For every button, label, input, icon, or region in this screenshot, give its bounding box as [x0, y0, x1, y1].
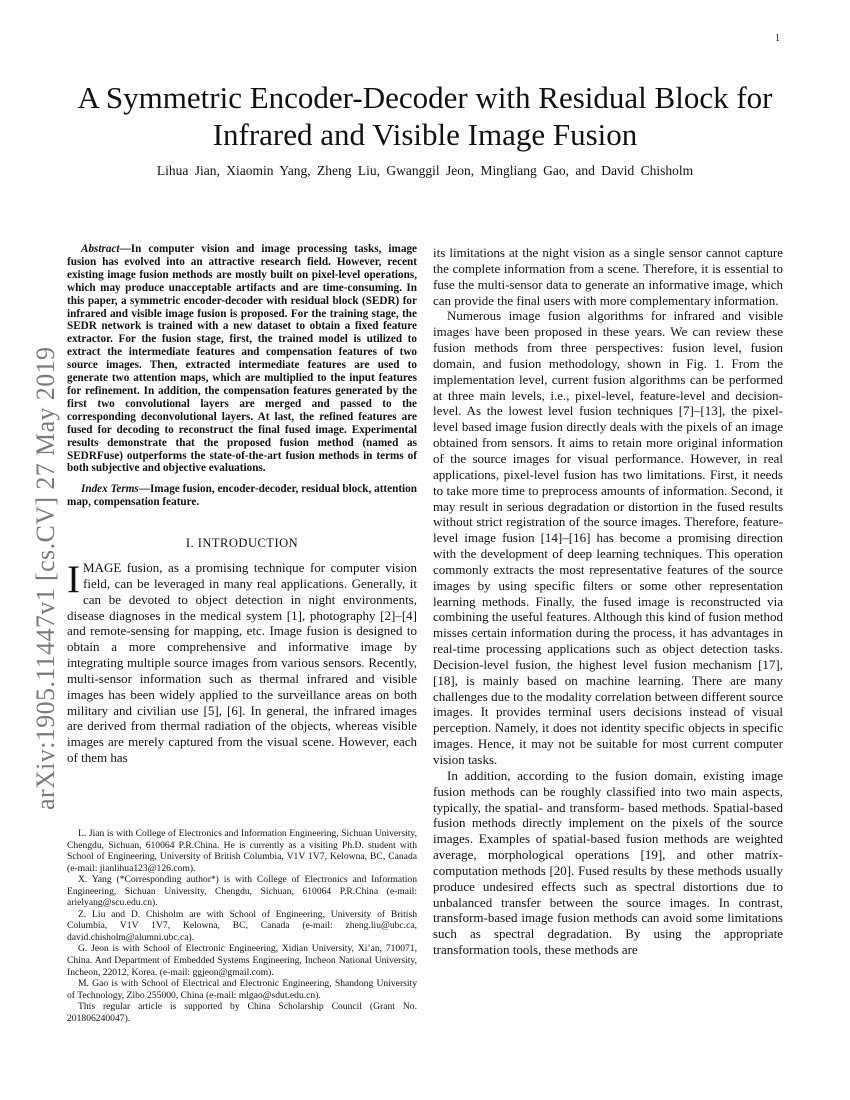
footnote: M. Gao is with School of Electrical and Electronic Engineering, Shandong University of Technology, Zibo 255000, China (e-mail: mlgao@sdut.edu.cn). [67, 978, 417, 1001]
body-paragraph: In addition, according to the fusion domain, existing image fusion methods can be roughly classified into two main aspects, typically, the spatial- and transform- based methods. Spatial-based fusion methods directly implement on the pixels of the source images. Examples of spatial-based fusion methods are weighted average, morphological operations [19], and other matrix-computation methods [20]. Fused results by these methods usually produce undesired effects such as spectral distortions due to unbalanced transfer between the source images. In contrast, transform-based image fusion methods can avoid some limitations such as spectral degradation. By using the appropriate transformation tools, these methods are [433, 767, 783, 958]
author-footnotes [67, 828, 417, 1024]
paper-title: A Symmetric Encoder-Decoder with Residual Block for Infrared and Visible Image Fusion [77, 80, 773, 152]
index-terms-text: —Image fusion, encoder-decoder, residual block, attention map, compensation feature. [67, 483, 417, 509]
dropcap: I [67, 557, 80, 601]
index-terms [67, 483, 417, 509]
footnote: Z. Liu and D. Chisholm are with School of Engineering, University of British Columbia, V1V 1V7, Kelowna, BC, Canada (e-mail: zheng.liu@ubc.ca, david.chisholm@alumni.ubc.ca). [67, 908, 417, 943]
abstract-lead: Abstract [81, 243, 120, 255]
left-column [67, 243, 417, 766]
intro-paragraph [67, 557, 417, 766]
footnote: This regular article is supported by China Scholarship Council (Grant No. 201806240047). [67, 1001, 417, 1024]
page-number: 1 [775, 33, 780, 44]
section-heading-introduction: I. INTRODUCTION [185, 536, 299, 551]
footnote: X. Yang (*Corresponding author*) is with College of Electronics and Information Engineering, Sichuan University, Chengdu, Sichuan, 610064 P.R.China (e-mail: arielyang@scu.edu.cn). [67, 874, 417, 909]
intro-text: MAGE fusion, as a promising technique for computer vision field, can be leveraged in many real applications. Generally, it can be devoted to object detection in night environments, disease diagnoses in the medical system [1], photography [2]–[4] and remote-sensing for mapping, etc. Image fusion is designed to obtain a more comprehensive and informative image by integrating multiple source images from various sensors. Recently, multi-sensor information such as thermal infrared and visible images has been widely applied to the surveillance areas on both military and civilian use [5], [6]. In general, the infrared images are derived from thermal radiation of the objects, whereas visible images are merely captured from the visual scene. However, each of them has [67, 559, 417, 766]
right-column [433, 245, 783, 958]
abstract-text: —In computer vision and image processing tasks, image fusion has evolved into an attractive research field. However, recent existing image fusion methods are mostly built on pixel-level operations, which may produce unacceptable artifacts and are time-consuming. In this paper, a symmetric encoder-decoder with residual block (SEDR) for infrared and visible image fusion is proposed. For the training stage, the SEDR network is trained with a new dataset to obtain a fixed feature extractor. For the fusion stage, first, the trained model is utilized to extract the intermediate features and compensation features of two source images. Then, extracted intermediate features are used to generate two attention maps, which are multiplied to the input features for refinement. In addition, the compensation features generated by the first two convolutional layers are merged and passed to the corresponding deconvolutional layers. At last, the refined features are fused for decoding to reconstruct the final fused image. Experimental results demonstrate that the proposed fusion method (named as SEDRFuse) outperforms the state-of-the-art fusion methods in terms of both subjective and objective evaluations. [67, 243, 417, 475]
body-paragraph: its limitations at the night vision as a single sensor cannot capture the complete information from a scene. Therefore, it is essential to fuse the multi-sensor data to generate an informative image, which can provide the final users with more complementary information. [433, 245, 783, 308]
arxiv-stamp: arXiv:1905.11447v1 [cs.CV] 27 May 2019 [31, 346, 60, 810]
footnote: L. Jian is with College of Electronics and Information Engineering, Sichuan University, Chengdu, Sichuan, 610064 P.R.China. He is currently as a visiting Ph.D. student with School of Engineering, University of British Columbia, V1V 1V7, Kelowna, BC, Canada (e-mail: jianlihua123@126.com). [67, 828, 417, 874]
body-paragraph: Numerous image fusion algorithms for infrared and visible images have been proposed in these years. We can review these fusion methods from three perspectives: fusion level, fusion domain, and fusion methodology, shown in Fig. 1. From the implementation level, current fusion algorithms can be performed at three main levels, i.e., pixel-level, feature-level and decision-level. As the lowest level fusion techniques [7]–[13], the pixel-level based image fusion directly deals with the pixels of an image obtained from sensors. It aims to retain more original information of the source images for visual performance. However, in real applications, pixel-level fusion has two limitations. First, it needs to take more time to preprocess amounts of information. Second, it may result in serious degradation or distortion in the fused results without strict registration of the source images. Therefore, feature-level image fusion [14]–[16] has become a promising direction with the development of deep learning techniques. This operation commonly extracts the most representative features of the source images by using specific filters or some other representation learning methods. Finally, the fused image is reconstructed via combining the useful features. Although this kind of fusion method misses certain information during the process, it has advantages in real-time processing applications such as object detection tasks. Decision-level fusion, the highest level fusion mechanism [17], [18], is mainly based on machine learning. There are many challenges due to the modality correlation between different source images. It provides terminal users decisions instead of visual perception. Namely, it does not identity specific objects in specific images. Hence, it may not be suitable for most current computer vision tasks. [433, 308, 783, 767]
footnote: G. Jeon is with School of Electronic Engineering, Xidian University, Xi’an, 710071, China. And Department of Embedded Systems Engineering, Incheon National University, Incheon, 22012, Korea. (e-mail: ggjeon@gmail.com). [67, 943, 417, 978]
abstract [67, 243, 417, 475]
author-list: Lihua Jian, Xiaomin Yang, Zheng Liu, Gwanggil Jeon, Mingliang Gao, and David Chisholm [156, 163, 694, 178]
index-terms-lead: Index Terms [81, 483, 139, 496]
